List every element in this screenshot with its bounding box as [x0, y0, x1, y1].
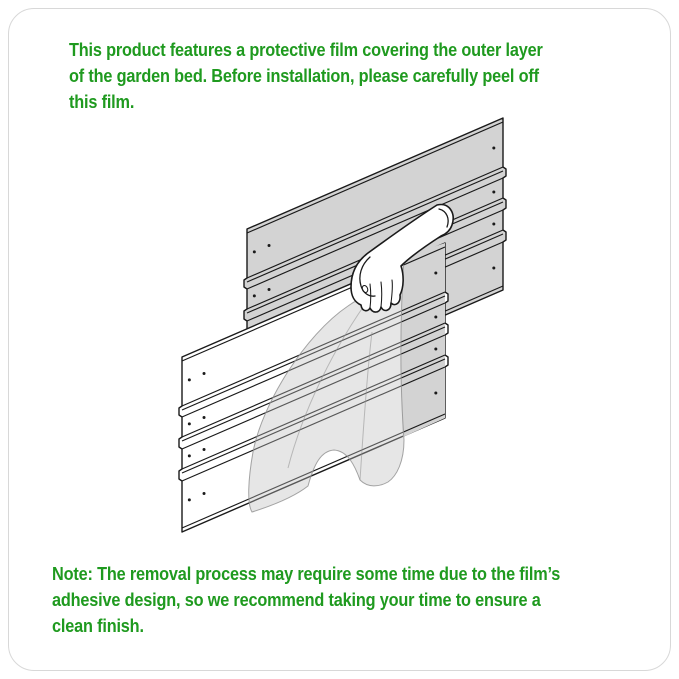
rivet-dot [492, 146, 495, 149]
rivet-dot [188, 454, 191, 457]
rivet-dot [253, 250, 256, 253]
rivet-dot [188, 378, 191, 381]
rivet-dot [188, 498, 191, 501]
film-still-adhered-area [401, 243, 445, 437]
rivet-dot [188, 422, 191, 425]
rivet-dot [203, 448, 206, 451]
rivet-dot [434, 391, 437, 394]
rivet-dot [434, 347, 437, 350]
note-text [52, 561, 560, 639]
rivet-dot [492, 266, 495, 269]
rivet-dot [268, 288, 271, 291]
rivet-dot [434, 315, 437, 318]
rivet-dot [492, 190, 495, 193]
note-line-2: adhesive design, so we recommend taking your time to ensure a [52, 589, 541, 610]
rivet-dot [268, 244, 271, 247]
rivet-dot [253, 294, 256, 297]
rivet-dot [203, 416, 206, 419]
rivet-dot [203, 492, 206, 495]
instruction-line-2: of the garden bed. Before installation, please carefully peel off [69, 65, 539, 86]
rivet-dot [492, 222, 495, 225]
instruction-line-3: this film. [69, 91, 135, 112]
rivet-dot [203, 372, 206, 375]
rivet-dot [434, 271, 437, 274]
note-line-1: Note: The removal process may require some time due to the film’s [52, 563, 561, 584]
instruction-line-1: This product features a protective film covering the outer layer [69, 39, 543, 60]
note-line-3: clean finish. [52, 615, 144, 636]
